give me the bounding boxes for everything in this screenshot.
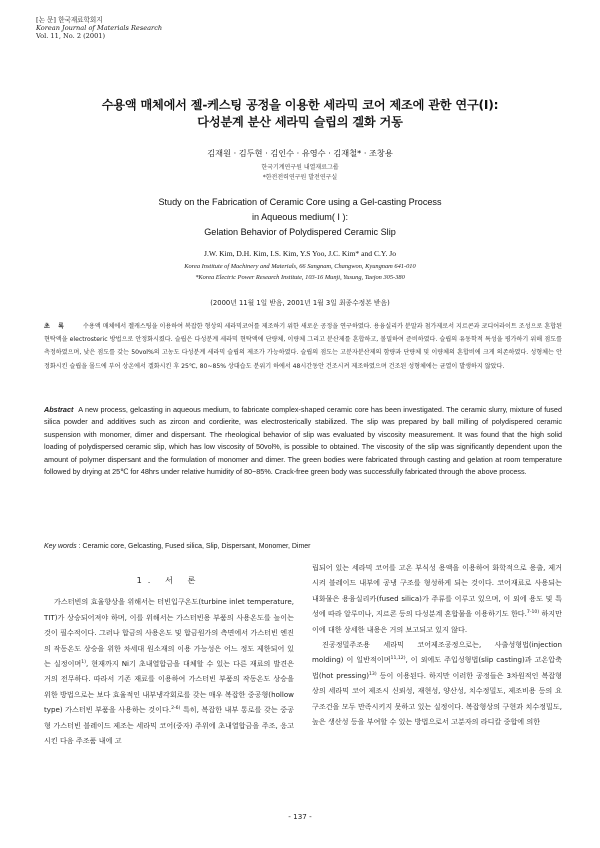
citation: 1) <box>81 660 86 666</box>
journal-header <box>36 16 162 41</box>
affiliations-korean <box>0 163 600 182</box>
title-korean <box>30 97 570 131</box>
abstract-korean <box>44 320 562 373</box>
abstract-korean-label: 초 록 <box>44 323 67 330</box>
section-heading: 1. 서 론 <box>136 575 202 585</box>
body-paragraph <box>312 637 562 729</box>
abstract-english <box>44 404 562 478</box>
abstract-english-text: A new process, gelcasting in aqueous medium, to fabricate complex-shaped ceramic core has been investigated. The ceramic slurry, mixture of fused silica powder and additives such as zircon and cordierite, was electrosterically stabilized. The slip was prepared by ball milling of polydispered ceramic suspension with monomer, dimer and dispersant. The rheological behavior of slip was evaluated by viscosity measurement. It was found that the high solid loading of polydispersed ceramic slip, which has low viscosity of 50vol%, is possible to obtained. The viscosity of the slip was significantly dependent upon the amount of polymer dispersant and the formulation of monomer and dimer. The green bodies were fabricated through casting and gelation at room temperature followed by drying at 25℃ for 48hrs under relative humidity of 80~85%. Crack-free green body was successfully fabricated through the above process. <box>44 405 562 477</box>
abstract-english-label: Abstract <box>44 405 74 414</box>
body-paragraph <box>312 560 562 637</box>
body-paragraph <box>44 594 294 748</box>
paragraph-text: 하지만 이에 대한 상세한 내용은 거의 보고되고 있지 않다. <box>312 609 562 634</box>
abstract-korean-text: 수용액 매체에서 젤캐스팅을 이용하여 복잡한 형상의 세라믹코어를 제조하기 위한 새로운 공정을 연구하였다. 용융실리카 분말과 첨가제로서 지르콘과 코디어라이트 조성으로 혼합된 현탁액을 electrosteric 방법으로 안정화시켰다. 슬립은 다성분계 세라믹 현탁액에 단량체, 이량체 그리고 분산제를 혼합하고, 볼밀하여 준비하였다. 슬립의 유동학적 특성을 평가하기 위해 점도를 측정하였으며, 낮은 점도를 갖는 50vol%의 고농도 다성분계 세라믹 슬립의 제조가 가능하였다. 슬립의 점도는 고분자분산제의 함량과 단량체 및 이량체의 혼합비에 크게 의존하였다. 성형체는 안정화시킨 슬립을 몰드에 부어 상온에서 겔화시킨 후 25℃, 80~85% 상대습도 분위기 하에서 48시간동안 건조시켜 제조하였으며 건조된 성형체에는 균열이 발생하지 않았다. <box>44 323 562 370</box>
affiliation-english-2: *Korea Electric Power Research Institute, 103-16 Munji, Yusung, Taejon 305-380 <box>195 273 405 281</box>
received-dates: (2000년 11월 1일 받음, 2001년 1월 3일 최종수정본 받음) <box>210 299 390 307</box>
title-english-line3: Gelation Behavior of Polydispered Ceramic Slip <box>204 227 396 237</box>
body-column-right <box>312 560 562 729</box>
authors-korean: 김재원 · 김두현 · 김인수 · 유영수 · 김재철* · 조창용 <box>207 148 393 158</box>
citation: 11,12) <box>390 656 406 662</box>
title-english-line1: Study on the Fabrication of Ceramic Core using a Gel-casting Process <box>158 197 442 207</box>
title-english-line2: in Aqueous medium( I ): <box>251 212 349 222</box>
paragraph-text: , 현재까지 Ni기 초내열합금을 대체할 수 있는 다른 재료의 발견은 거의 전무하다. 따라서 기존 재료를 이용하여 가스터빈 부품의 작동온도 상승을 위한 방법으로는 보다 효율적인 내부냉각회로를 갖는 매우 복잡한 중공형(hollow type) 가스터빈 부품을 사용하는 것이다. <box>44 659 294 715</box>
citation: 13) <box>369 671 377 677</box>
paragraph-text: 등이 이용된다. 하지만 이러한 공정들은 3차원적인 복잡형상의 세라믹 코어 제조시 신뢰성, 재현성, 양산성, 치수정밀도, 제조비용 등의 요구조건을 모두 만족시키지 못하고 있는 실정이다. 복잡형상의 구현과 치수정밀도, 높은 생산성 등을 부여할 수 있는 방법으로서 고분자의 라디칼 중합에 의한 <box>312 670 562 727</box>
paragraph-text: 가스터빈의 효율향상을 위해서는 터빈입구온도(turbine inlet temperature, TIT)가 상승되어져야 하며, 이를 위해서는 가스터빈용 부품의 사용온도를 높이는 것이 필수적이다. 그러나 합금의 사용온도 및 합금원가의 측면에서 가스터빈 엔진의 작동온도 상승을 위한 차세대 원소재의 이용 가능성은 어느 정도 제한되어 있는 실정이며 <box>44 597 294 669</box>
journal-tag: [논 문] 한국재료학회지 <box>36 16 103 24</box>
affiliation-korean-2: *한전전력연구원 발전연구실 <box>262 173 338 181</box>
paragraph-text: 특히, 복잡한 내부 통로를 갖는 중공형 가스터빈 블레이드 제조는 세라믹 코어(중자) 주위에 초내열합금을 주조, 응고시킨 다음 주조품 내에 고 <box>44 705 294 746</box>
paragraph-text: , 이 외에도 주입성형법(slip casting)과 고온압축법(hot pressing) <box>312 655 562 680</box>
authors-english: J.W. Kim, D.H. Kim, I.S. Kim, Y.S Yoo, J.C. Kim* and C.Y. Jo <box>204 249 396 258</box>
journal-volume: Vol. 11, No. 2 (2001) <box>36 32 106 41</box>
keywords <box>44 542 562 552</box>
journal-name-en: Korean Journal of Materials Research <box>36 24 163 33</box>
keywords-text: : Ceramic core, Gelcasting, Fused silica, Slip, Dispersant, Monomer, Dimer <box>78 543 311 550</box>
page-number: - 137 - <box>288 812 312 821</box>
affiliations-english <box>0 262 600 283</box>
citation: 7-10) <box>526 610 540 616</box>
title-korean-line2: 다성분계 분산 세라믹 슬립의 겔화 거동 <box>197 115 403 129</box>
paragraph-text: 진공정밀주조용 세라믹 코어제조공정으로는, 사출성형법(injection molding) 이 일반적이며 <box>312 640 562 665</box>
title-english <box>30 195 570 240</box>
title-korean-line1: 수용액 매체에서 젤-케스팅 공정을 이용한 세라믹 코어 제조에 관한 연구(Ⅰ): <box>101 98 499 112</box>
citation: 2-6) <box>171 706 181 712</box>
paragraph-text: 립되어 있는 세라믹 코어를 고온 부식성 용액을 이용하여 화학적으로 용출, 제거시켜 블레이드 내부에 공냉 구조를 형성하게 되는 것이다. 코어재료로 사용되는 내화물은 용융실리카(fused silica)가 주류를 이루고 있으며, 이 외에 용도 및 특성에 따라 알루미나, 지르콘 등의 다성분계 혼합물을 이용하기도 한다. <box>312 563 562 619</box>
body-column-left <box>44 573 294 748</box>
keywords-label: Key words <box>44 543 77 550</box>
affiliation-english-1: Korea Institute of Machinery and Materials, 66 Sangnam, Changwon, Kyungnam 641-010 <box>184 263 416 270</box>
affiliation-korean-1: 한국기계연구원 내열재료그룹 <box>261 164 339 171</box>
